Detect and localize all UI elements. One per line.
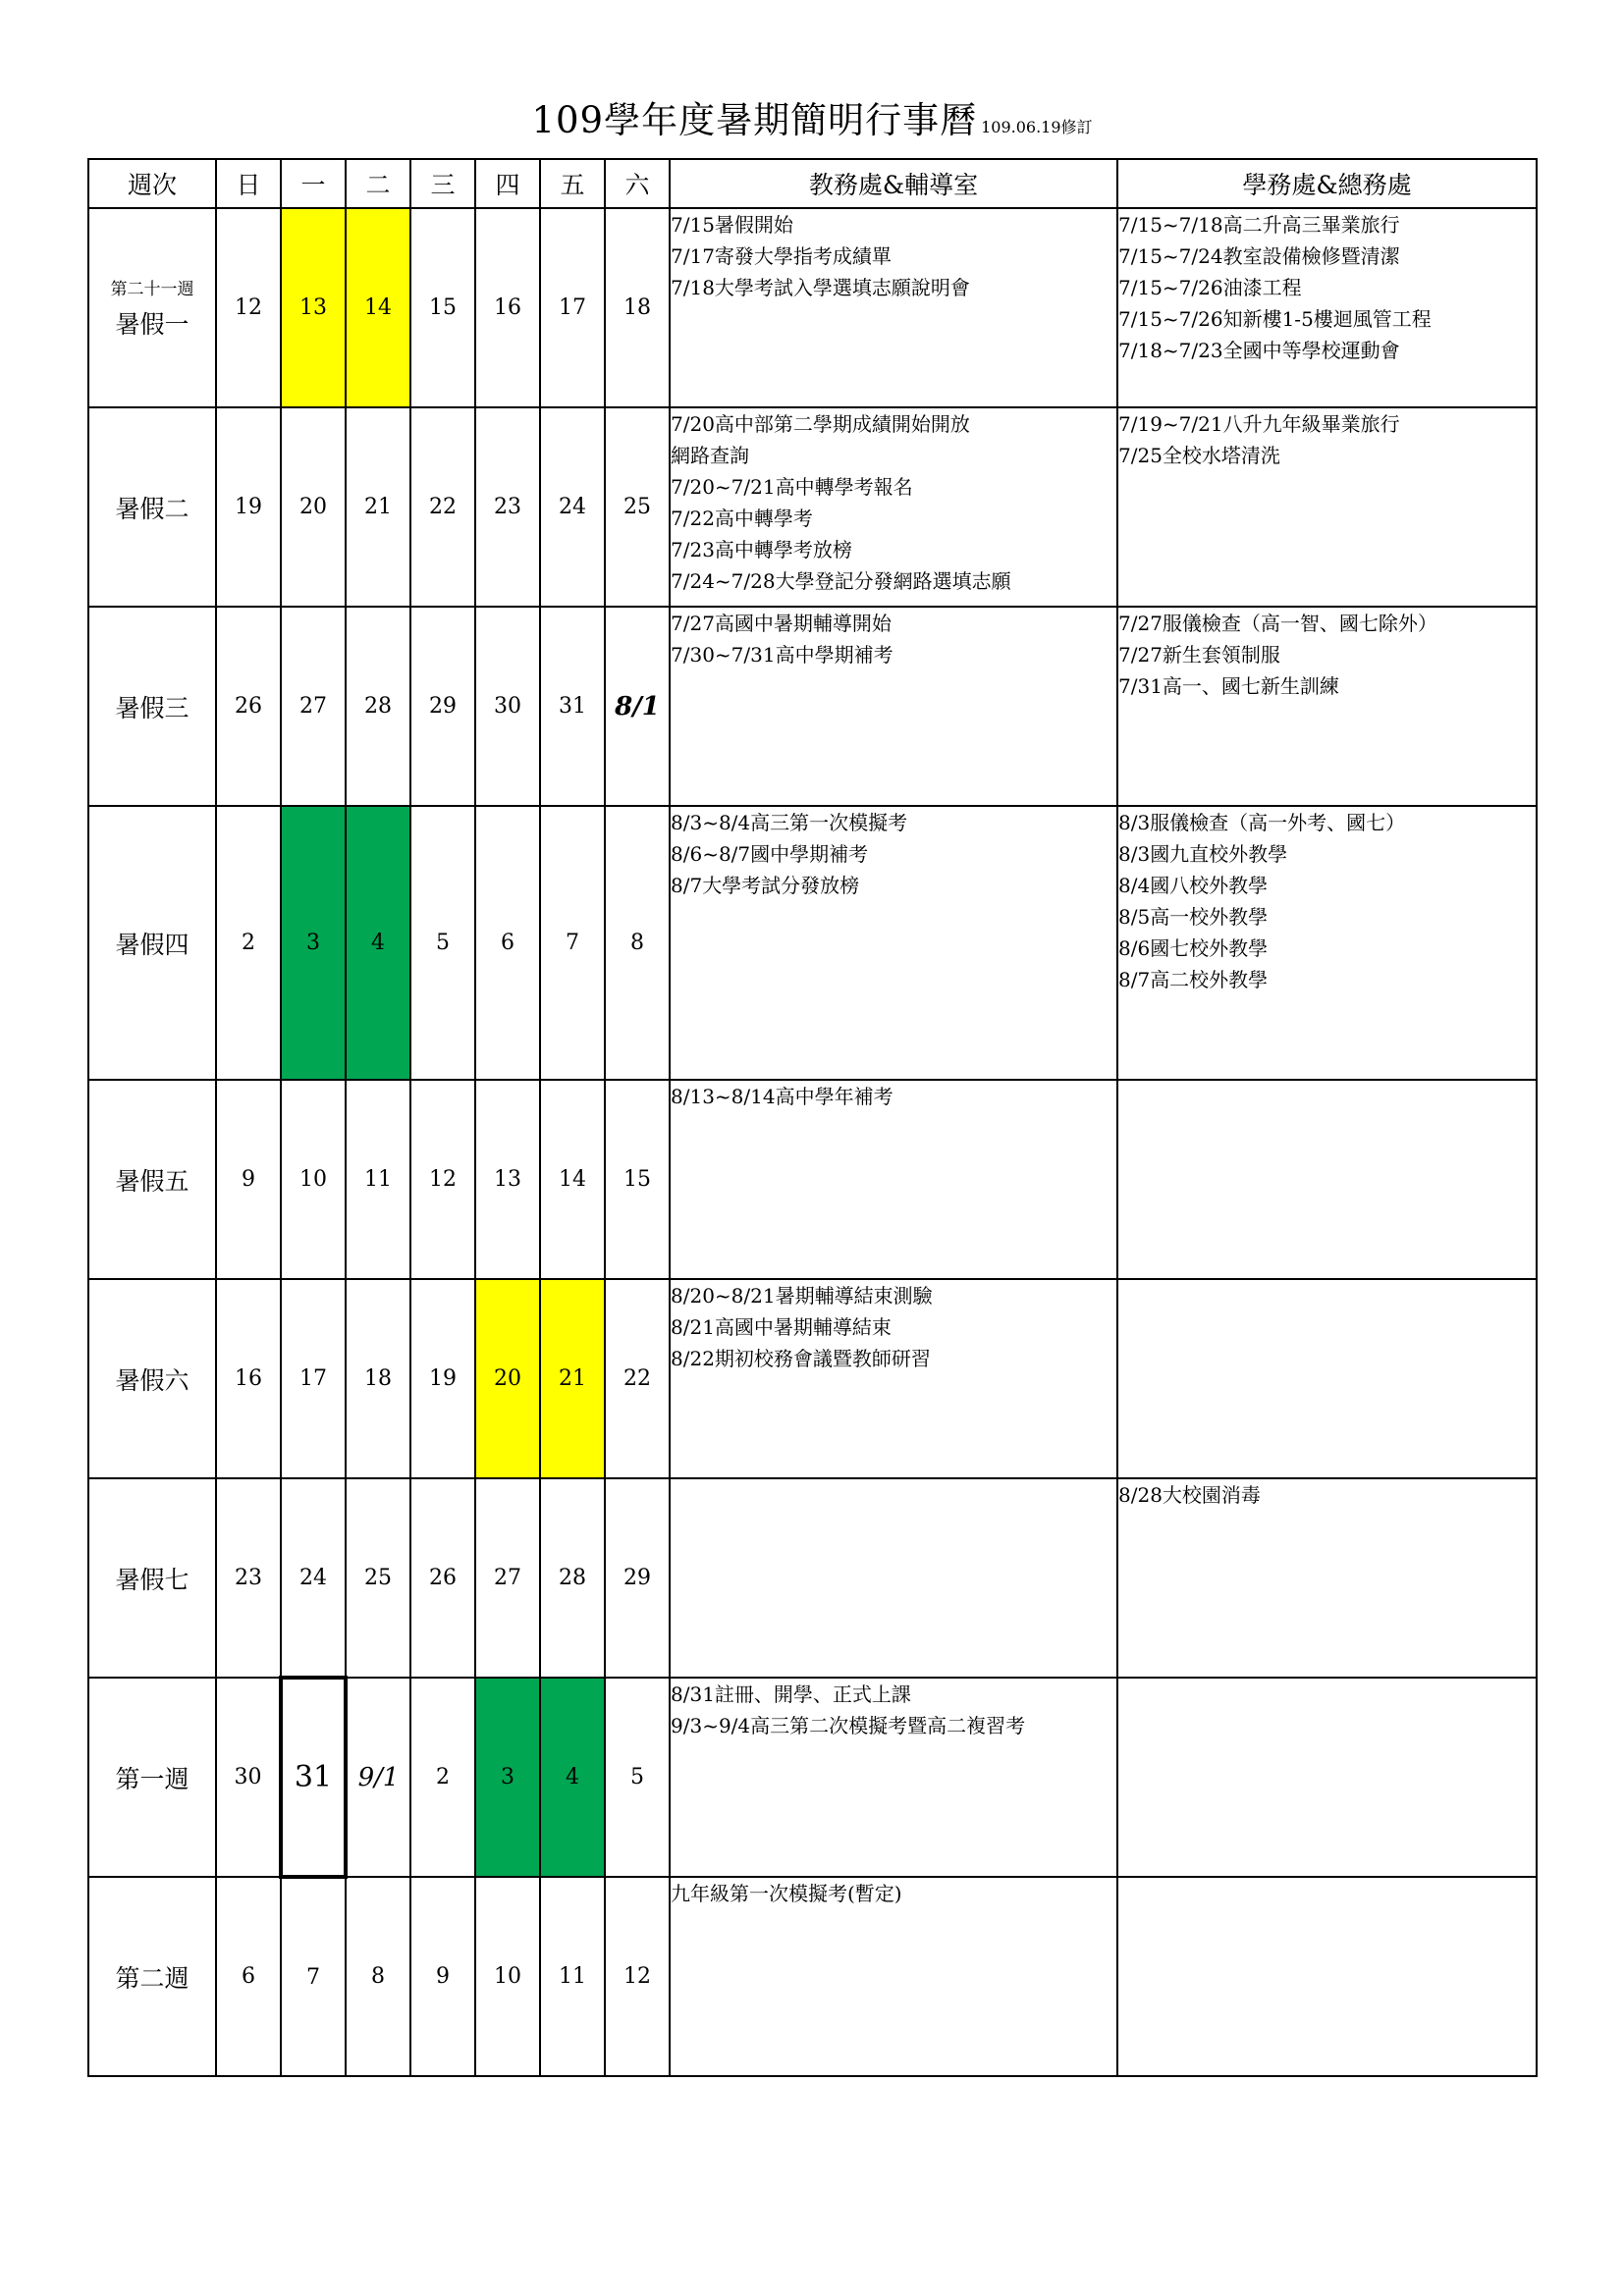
date-number: 5 bbox=[436, 931, 450, 955]
date-cell bbox=[410, 407, 475, 607]
date-cell bbox=[410, 1678, 475, 1877]
header-student: 學務處&總務處 bbox=[1117, 159, 1537, 208]
date-cell bbox=[540, 208, 605, 407]
event-item: 7/20~7/21高中轉學考報名 bbox=[671, 475, 913, 499]
date-number: 7 bbox=[306, 1964, 320, 1990]
date-cell bbox=[605, 1080, 670, 1279]
date-number: 24 bbox=[299, 1565, 327, 1590]
date-cell bbox=[216, 1877, 281, 2076]
date-cell bbox=[216, 806, 281, 1080]
event-item: 7/15~7/24教室設備檢修暨清潔 bbox=[1118, 244, 1400, 268]
date-number: 9 bbox=[436, 1964, 450, 1989]
date-number: 4 bbox=[566, 1765, 579, 1789]
event-item: 8/6國七校外教學 bbox=[1118, 936, 1269, 960]
date-cell bbox=[475, 607, 540, 806]
event-item: 7/30~7/31高中學期補考 bbox=[671, 643, 893, 667]
header-day: 六 bbox=[605, 159, 670, 208]
week-label-cell bbox=[88, 1080, 216, 1279]
week-label-cell bbox=[88, 1678, 216, 1877]
event-item: 7/18大學考試入學選填志願說明會 bbox=[671, 276, 970, 299]
week-row bbox=[88, 1678, 1537, 1877]
date-cell bbox=[540, 407, 605, 607]
event-item: 7/15~7/26知新樓1-5樓迴風管工程 bbox=[1118, 307, 1432, 331]
event-item: 九年級第一次模擬考(暫定) bbox=[671, 1882, 902, 1905]
date-number: 21 bbox=[364, 495, 392, 519]
event-item: 7/17寄發大學指考成績單 bbox=[671, 244, 892, 268]
event-item: 7/27新生套領制服 bbox=[1118, 643, 1280, 667]
student-notes-cell bbox=[1117, 806, 1537, 1080]
date-number: 12 bbox=[235, 295, 262, 320]
revision-date: 109.06.19修訂 bbox=[981, 118, 1093, 136]
date-cell bbox=[540, 806, 605, 1080]
date-number: 26 bbox=[235, 694, 262, 719]
date-number: 28 bbox=[364, 694, 392, 719]
date-cell bbox=[281, 1678, 346, 1877]
date-cell bbox=[475, 1877, 540, 2076]
date-cell bbox=[410, 607, 475, 806]
event-item: 7/22高中轉學考 bbox=[671, 507, 813, 530]
date-cell bbox=[605, 208, 670, 407]
date-number: 10 bbox=[494, 1964, 521, 1989]
event-item: 8/13~8/14高中學年補考 bbox=[671, 1085, 893, 1108]
event-item: 8/28大校園消毒 bbox=[1118, 1483, 1261, 1507]
date-cell bbox=[605, 1877, 670, 2076]
date-number: 20 bbox=[299, 495, 327, 519]
event-item: 7/20高中部第二學期成績開始開放 bbox=[671, 412, 970, 436]
event-item: 8/5高一校外教學 bbox=[1118, 905, 1269, 929]
date-cell bbox=[281, 806, 346, 1080]
week-row bbox=[88, 1478, 1537, 1678]
date-cell bbox=[475, 208, 540, 407]
academic-notes-cell bbox=[670, 407, 1117, 607]
header-day: 二 bbox=[346, 159, 410, 208]
date-cell bbox=[540, 1877, 605, 2076]
date-cell bbox=[281, 1279, 346, 1478]
date-cell bbox=[346, 1080, 410, 1279]
week-label: 暑假七 bbox=[115, 1565, 189, 1594]
date-number: 18 bbox=[364, 1366, 392, 1391]
event-item: 8/31註冊、開學、正式上課 bbox=[671, 1682, 911, 1706]
date-cell bbox=[605, 1478, 670, 1678]
date-number: 4 bbox=[371, 931, 385, 955]
date-number: 31 bbox=[559, 694, 586, 719]
date-cell bbox=[346, 407, 410, 607]
date-number: 12 bbox=[623, 1964, 651, 1989]
week-label: 暑假四 bbox=[115, 930, 189, 959]
date-number: 15 bbox=[429, 295, 457, 320]
week-label-cell bbox=[88, 1478, 216, 1678]
date-number: 15 bbox=[623, 1167, 651, 1192]
date-number: 3 bbox=[501, 1765, 514, 1789]
student-notes-cell bbox=[1117, 208, 1537, 407]
week-row bbox=[88, 1877, 1537, 2076]
date-cell bbox=[540, 1279, 605, 1478]
date-number: 17 bbox=[299, 1366, 327, 1391]
date-cell bbox=[540, 1080, 605, 1279]
date-number: 8/1 bbox=[615, 691, 660, 721]
date-cell bbox=[475, 407, 540, 607]
week-label: 暑假五 bbox=[115, 1166, 189, 1196]
date-cell bbox=[475, 1080, 540, 1279]
event-item: 7/27服儀檢查（高一智、國七除外） bbox=[1118, 612, 1437, 635]
week-row bbox=[88, 806, 1537, 1080]
date-number: 3 bbox=[306, 931, 320, 955]
date-cell bbox=[346, 607, 410, 806]
date-cell bbox=[605, 1678, 670, 1877]
date-number: 22 bbox=[429, 495, 457, 519]
week-label: 暑假六 bbox=[115, 1365, 189, 1395]
event-item: 8/3國九直校外教學 bbox=[1118, 842, 1288, 866]
week-label: 暑假一 bbox=[115, 310, 189, 339]
date-cell bbox=[540, 1678, 605, 1877]
date-cell bbox=[410, 1877, 475, 2076]
date-cell bbox=[216, 1279, 281, 1478]
date-number: 11 bbox=[364, 1167, 392, 1192]
event-item: 7/25全校水塔清洗 bbox=[1118, 444, 1280, 467]
page-header bbox=[0, 90, 1624, 143]
date-cell bbox=[216, 407, 281, 607]
week-label-cell bbox=[88, 607, 216, 806]
date-cell bbox=[346, 208, 410, 407]
event-item: 7/15~7/18高二升高三畢業旅行 bbox=[1118, 213, 1400, 237]
date-number: 24 bbox=[559, 495, 586, 519]
header-day: 五 bbox=[540, 159, 605, 208]
event-item: 7/27高國中暑期輔導開始 bbox=[671, 612, 892, 635]
date-number: 16 bbox=[235, 1366, 262, 1391]
student-notes-cell bbox=[1117, 407, 1537, 607]
week-row bbox=[88, 208, 1537, 407]
academic-notes-cell bbox=[670, 1478, 1117, 1678]
date-number: 7 bbox=[566, 931, 579, 955]
week-label: 第一週 bbox=[115, 1764, 189, 1793]
date-cell bbox=[346, 1478, 410, 1678]
week-label-cell bbox=[88, 806, 216, 1080]
page-title: 109學年度暑期簡明行事曆 bbox=[531, 99, 978, 141]
calendar-table bbox=[87, 158, 1538, 2077]
week-label-cell bbox=[88, 1877, 216, 2076]
date-cell bbox=[475, 1478, 540, 1678]
student-notes-cell bbox=[1117, 1080, 1537, 1279]
event-item: 7/24~7/28大學登記分發網路選填志願 bbox=[671, 569, 1011, 593]
academic-notes-cell bbox=[670, 1080, 1117, 1279]
header-academic: 教務處&輔導室 bbox=[670, 159, 1117, 208]
date-number: 26 bbox=[429, 1566, 457, 1590]
week-label-cell bbox=[88, 208, 216, 407]
date-cell bbox=[540, 1478, 605, 1678]
week-row bbox=[88, 1279, 1537, 1478]
date-number: 23 bbox=[494, 495, 521, 519]
date-cell bbox=[540, 607, 605, 806]
date-number: 27 bbox=[299, 694, 327, 719]
date-cell bbox=[281, 1877, 346, 2076]
date-number: 14 bbox=[364, 295, 392, 320]
date-number: 13 bbox=[494, 1167, 521, 1192]
date-cell bbox=[281, 407, 346, 607]
date-number: 30 bbox=[494, 694, 521, 719]
week-row bbox=[88, 607, 1537, 806]
date-number: 17 bbox=[559, 295, 586, 320]
event-item: 網路查詢 bbox=[671, 444, 749, 467]
date-cell bbox=[410, 806, 475, 1080]
date-number: 29 bbox=[429, 694, 457, 719]
event-item: 8/7大學考試分發放榜 bbox=[671, 874, 860, 897]
date-number: 6 bbox=[242, 1964, 255, 1989]
date-number: 20 bbox=[494, 1366, 521, 1391]
date-number: 14 bbox=[559, 1167, 586, 1192]
event-item: 8/4國八校外教學 bbox=[1118, 874, 1269, 897]
date-cell bbox=[346, 1877, 410, 2076]
date-cell bbox=[605, 407, 670, 607]
date-number: 31 bbox=[294, 1760, 333, 1794]
date-number: 10 bbox=[299, 1167, 327, 1192]
academic-notes-cell bbox=[670, 1877, 1117, 2076]
date-number: 11 bbox=[559, 1964, 586, 1989]
academic-notes-cell bbox=[670, 1279, 1117, 1478]
date-cell bbox=[605, 1279, 670, 1478]
date-number: 19 bbox=[235, 495, 262, 519]
date-cell bbox=[410, 1080, 475, 1279]
date-number: 18 bbox=[623, 295, 651, 320]
date-cell bbox=[281, 1080, 346, 1279]
date-number: 25 bbox=[364, 1566, 392, 1590]
date-cell bbox=[281, 208, 346, 407]
date-cell bbox=[605, 806, 670, 1080]
header-row bbox=[88, 159, 1537, 208]
date-cell bbox=[475, 806, 540, 1080]
event-item: 8/6~8/7國中學期補考 bbox=[671, 842, 869, 866]
week-row bbox=[88, 407, 1537, 607]
event-item: 8/3~8/4高三第一次模擬考 bbox=[671, 811, 908, 834]
week-number: 第二十一週 bbox=[110, 280, 194, 299]
date-number: 9 bbox=[242, 1167, 255, 1192]
date-cell bbox=[605, 607, 670, 806]
week-row bbox=[88, 1080, 1537, 1279]
date-cell bbox=[410, 1279, 475, 1478]
event-item: 7/19~7/21八升九年級畢業旅行 bbox=[1118, 412, 1400, 436]
date-number: 12 bbox=[429, 1167, 457, 1192]
event-item: 9/3~9/4高三第二次模擬考暨高二複習考 bbox=[671, 1714, 1026, 1737]
date-cell bbox=[216, 1678, 281, 1877]
date-number: 9/1 bbox=[357, 1762, 400, 1792]
date-number: 16 bbox=[494, 295, 521, 320]
event-item: 7/15~7/26油漆工程 bbox=[1118, 276, 1302, 299]
date-cell bbox=[410, 1478, 475, 1678]
date-number: 13 bbox=[299, 295, 327, 320]
date-number: 22 bbox=[623, 1366, 651, 1391]
date-number: 30 bbox=[234, 1765, 262, 1789]
date-number: 6 bbox=[501, 931, 514, 955]
date-number: 23 bbox=[235, 1566, 262, 1590]
date-cell bbox=[475, 1279, 540, 1478]
week-label-cell bbox=[88, 1279, 216, 1478]
week-label: 第二週 bbox=[115, 1963, 189, 1993]
event-item: 7/15暑假開始 bbox=[671, 213, 793, 237]
date-cell bbox=[216, 1080, 281, 1279]
week-label-cell bbox=[88, 407, 216, 607]
student-notes-cell bbox=[1117, 1478, 1537, 1678]
date-number: 21 bbox=[559, 1366, 586, 1391]
date-number: 19 bbox=[429, 1366, 457, 1391]
date-cell bbox=[346, 1279, 410, 1478]
event-item: 7/23高中轉學考放榜 bbox=[671, 538, 852, 561]
date-number: 5 bbox=[630, 1765, 644, 1789]
date-cell bbox=[216, 208, 281, 407]
event-item: 8/3服儀檢查（高一外考、國七） bbox=[1118, 811, 1406, 834]
event-item: 8/20~8/21暑期輔導結束測驗 bbox=[671, 1284, 933, 1308]
event-item: 7/31高一、國七新生訓練 bbox=[1118, 674, 1339, 698]
date-cell bbox=[346, 806, 410, 1080]
date-number: 25 bbox=[623, 495, 651, 519]
header-day: 一 bbox=[281, 159, 346, 208]
date-number: 28 bbox=[559, 1566, 586, 1590]
date-number: 8 bbox=[630, 931, 644, 955]
academic-notes-cell bbox=[670, 1678, 1117, 1877]
academic-notes-cell bbox=[670, 806, 1117, 1080]
date-cell bbox=[281, 607, 346, 806]
academic-notes-cell bbox=[670, 208, 1117, 407]
student-notes-cell bbox=[1117, 607, 1537, 806]
event-item: 8/22期初校務會議暨教師研習 bbox=[671, 1347, 931, 1370]
date-cell bbox=[216, 1478, 281, 1678]
date-number: 8 bbox=[371, 1964, 385, 1989]
date-cell bbox=[281, 1478, 346, 1678]
event-item: 8/7高二校外教學 bbox=[1118, 968, 1269, 991]
student-notes-cell bbox=[1117, 1877, 1537, 2076]
header-day: 四 bbox=[475, 159, 540, 208]
week-label: 暑假三 bbox=[115, 693, 189, 722]
academic-notes-cell bbox=[670, 607, 1117, 806]
date-number: 29 bbox=[623, 1566, 651, 1590]
header-day: 日 bbox=[216, 159, 281, 208]
date-number: 27 bbox=[494, 1566, 521, 1590]
date-cell bbox=[216, 607, 281, 806]
date-cell bbox=[475, 1678, 540, 1877]
week-label: 暑假二 bbox=[115, 494, 189, 523]
date-cell bbox=[410, 208, 475, 407]
student-notes-cell bbox=[1117, 1279, 1537, 1478]
date-number: 2 bbox=[242, 931, 255, 955]
header-week: 週次 bbox=[88, 159, 216, 208]
header-day: 三 bbox=[410, 159, 475, 208]
date-number: 2 bbox=[436, 1765, 450, 1789]
event-item: 7/18~7/23全國中等學校運動會 bbox=[1118, 339, 1400, 362]
event-item: 8/21高國中暑期輔導結束 bbox=[671, 1315, 892, 1339]
date-cell bbox=[346, 1678, 410, 1877]
student-notes-cell bbox=[1117, 1678, 1537, 1877]
